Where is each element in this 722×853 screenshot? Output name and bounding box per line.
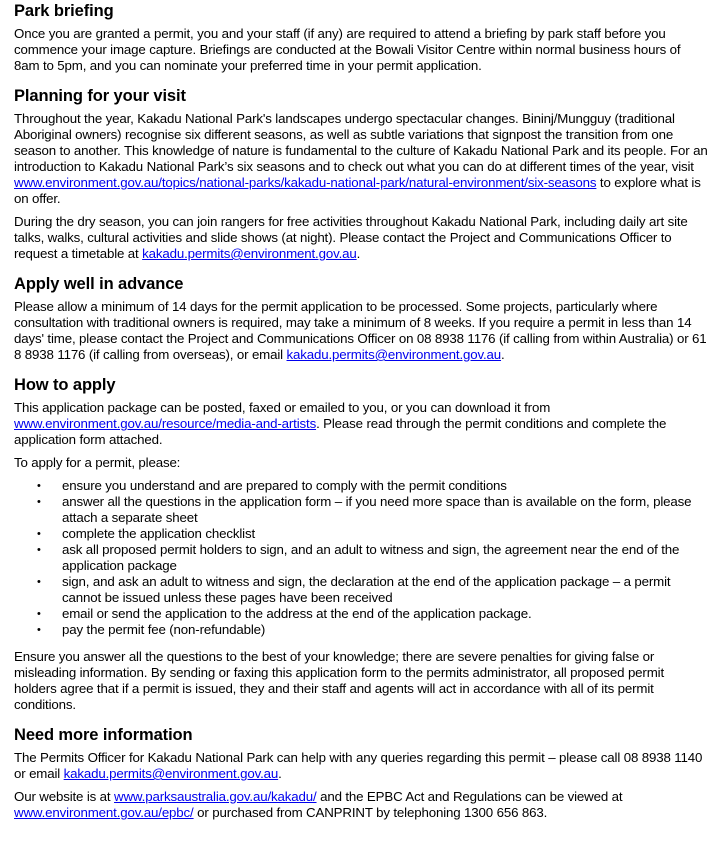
list-item-text: complete the application checklist bbox=[62, 526, 255, 541]
bullet-icon: • bbox=[37, 576, 41, 588]
six-seasons-link[interactable]: www.environment.gov.au/topics/national-parks/kakadu-national-park/natural-environment/six-seasons bbox=[14, 175, 597, 190]
text: . bbox=[501, 347, 505, 362]
heading-planning: Planning for your visit bbox=[14, 87, 186, 105]
list-item-text: email or send the application to the address at the end of the application package. bbox=[62, 606, 532, 621]
application-steps-list bbox=[14, 478, 708, 638]
more-info-paragraph-2 bbox=[14, 789, 708, 821]
bullet-icon: • bbox=[37, 608, 41, 620]
email-link[interactable]: kakadu.permits@environment.gov.au bbox=[142, 246, 357, 261]
heading-how-to-apply: How to apply bbox=[14, 376, 116, 394]
how-to-apply-paragraph-3: Ensure you answer all the questions to the best of your knowledge; there are severe penalties for giving false or misleading information. By sending or faxing this application form to the permits administrator, all proposed permit holders agree that if a permit is issued, they and their staff and agents will act in accordance with all of its permit conditions. bbox=[14, 649, 664, 712]
heading-more-info: Need more information bbox=[14, 726, 193, 744]
text: This application package can be posted, faxed or emailed to you, or you can download it from bbox=[14, 400, 551, 415]
bullet-icon: • bbox=[37, 624, 41, 636]
text: . Please read through the permit conditions and complete the application form attached. bbox=[14, 416, 667, 447]
list-item-text: ask all proposed permit holders to sign, and an adult to witness and sign, the agreement near the end of the application package bbox=[62, 542, 680, 573]
heading-apply-advance: Apply well in advance bbox=[14, 275, 184, 293]
planning-paragraph-2 bbox=[14, 214, 708, 262]
list-item-text: sign, and ask an adult to witness and sign, the declaration at the end of the application package – a permit cannot be issued unless these pages have been received bbox=[62, 574, 671, 605]
more-info-paragraph-1 bbox=[14, 750, 708, 782]
text: or purchased from CANPRINT by telephoning 1300 656 863. bbox=[193, 805, 548, 820]
how-to-apply-paragraph-2: To apply for a permit, please: bbox=[14, 455, 181, 470]
list-item bbox=[14, 526, 708, 542]
epbc-link[interactable]: www.environment.gov.au/epbc/ bbox=[14, 805, 194, 820]
planning-paragraph-1 bbox=[14, 111, 708, 207]
park-briefing-paragraph: Once you are granted a permit, you and your staff (if any) are required to attend a briefing by park staff before you commence your image capture. Briefings are conducted at the Bowali Visitor Centre within normal business hours of 8am to 5pm, and you can nominate your preferred time in your permit application. bbox=[14, 26, 681, 73]
text: During the dry season, you can join rangers for free activities throughout Kakadu National Park, including daily art site talks, walks, cultural activities and slide shows (at night). Please contact the Project and Communications Officer to request a timetable at bbox=[14, 214, 688, 261]
document-page bbox=[0, 1, 722, 821]
text: Throughout the year, Kakadu National Park's landscapes undergo spectacular changes. Bininj/Mungguy (traditional Aboriginal owners) recognise six different seasons, as well as subtle variations that signpost the transition from one season to another. This knowledge of nature is fundamental to the culture of Kakadu National Park and its people. For an introduction to Kakadu National Park’s six seasons and to check out what you can do at different times of the year, visit bbox=[14, 111, 708, 174]
text: and the EPBC Act and Regulations can be viewed at bbox=[316, 789, 623, 804]
email-link[interactable]: kakadu.permits@environment.gov.au bbox=[63, 766, 279, 781]
apply-advance-paragraph bbox=[14, 299, 708, 363]
list-item bbox=[14, 574, 708, 606]
text: . bbox=[356, 246, 361, 261]
bullet-icon: • bbox=[37, 528, 41, 540]
list-item-text: pay the permit fee (non-refundable) bbox=[62, 622, 266, 637]
list-item bbox=[14, 606, 708, 622]
text: to explore what is on offer. bbox=[14, 175, 701, 206]
list-item bbox=[14, 494, 708, 526]
bullet-icon: • bbox=[37, 544, 41, 556]
how-to-apply-paragraph-1 bbox=[14, 400, 708, 448]
list-item bbox=[14, 542, 708, 574]
email-link[interactable]: kakadu.permits@environment.gov.au bbox=[286, 347, 502, 362]
text: Please allow a minimum of 14 days for the permit application to be processed. Some projects, particularly where consultation with traditional owners is required, may take a minimum of 8 weeks. If you require a permit in less than 14 days' time, please contact the Project and Communications Officer on 08 8938 1176 (if calling from within Australia) or 61 8 8938 1176 (if calling from overseas), or email bbox=[14, 299, 707, 362]
list-item bbox=[14, 478, 708, 494]
list-item-text: answer all the questions in the application form – if you need more space than is available on the form, please attach a separate sheet bbox=[62, 494, 692, 525]
bullet-icon: • bbox=[37, 496, 41, 508]
media-and-artists-link[interactable]: www.environment.gov.au/resource/media-and-artists bbox=[14, 416, 317, 431]
text: The Permits Officer for Kakadu National Park can help with any queries regarding this permit – please call 08 8938 1140 or email bbox=[14, 750, 703, 781]
heading-park-briefing: Park briefing bbox=[14, 2, 114, 20]
text: . bbox=[278, 766, 282, 781]
list-item bbox=[14, 622, 708, 638]
parks-australia-link[interactable]: www.parksaustralia.gov.au/kakadu/ bbox=[114, 789, 317, 804]
text: Our website is at bbox=[14, 789, 115, 804]
bullet-icon: • bbox=[37, 480, 41, 492]
list-item-text: ensure you understand and are prepared to comply with the permit conditions bbox=[62, 478, 507, 493]
